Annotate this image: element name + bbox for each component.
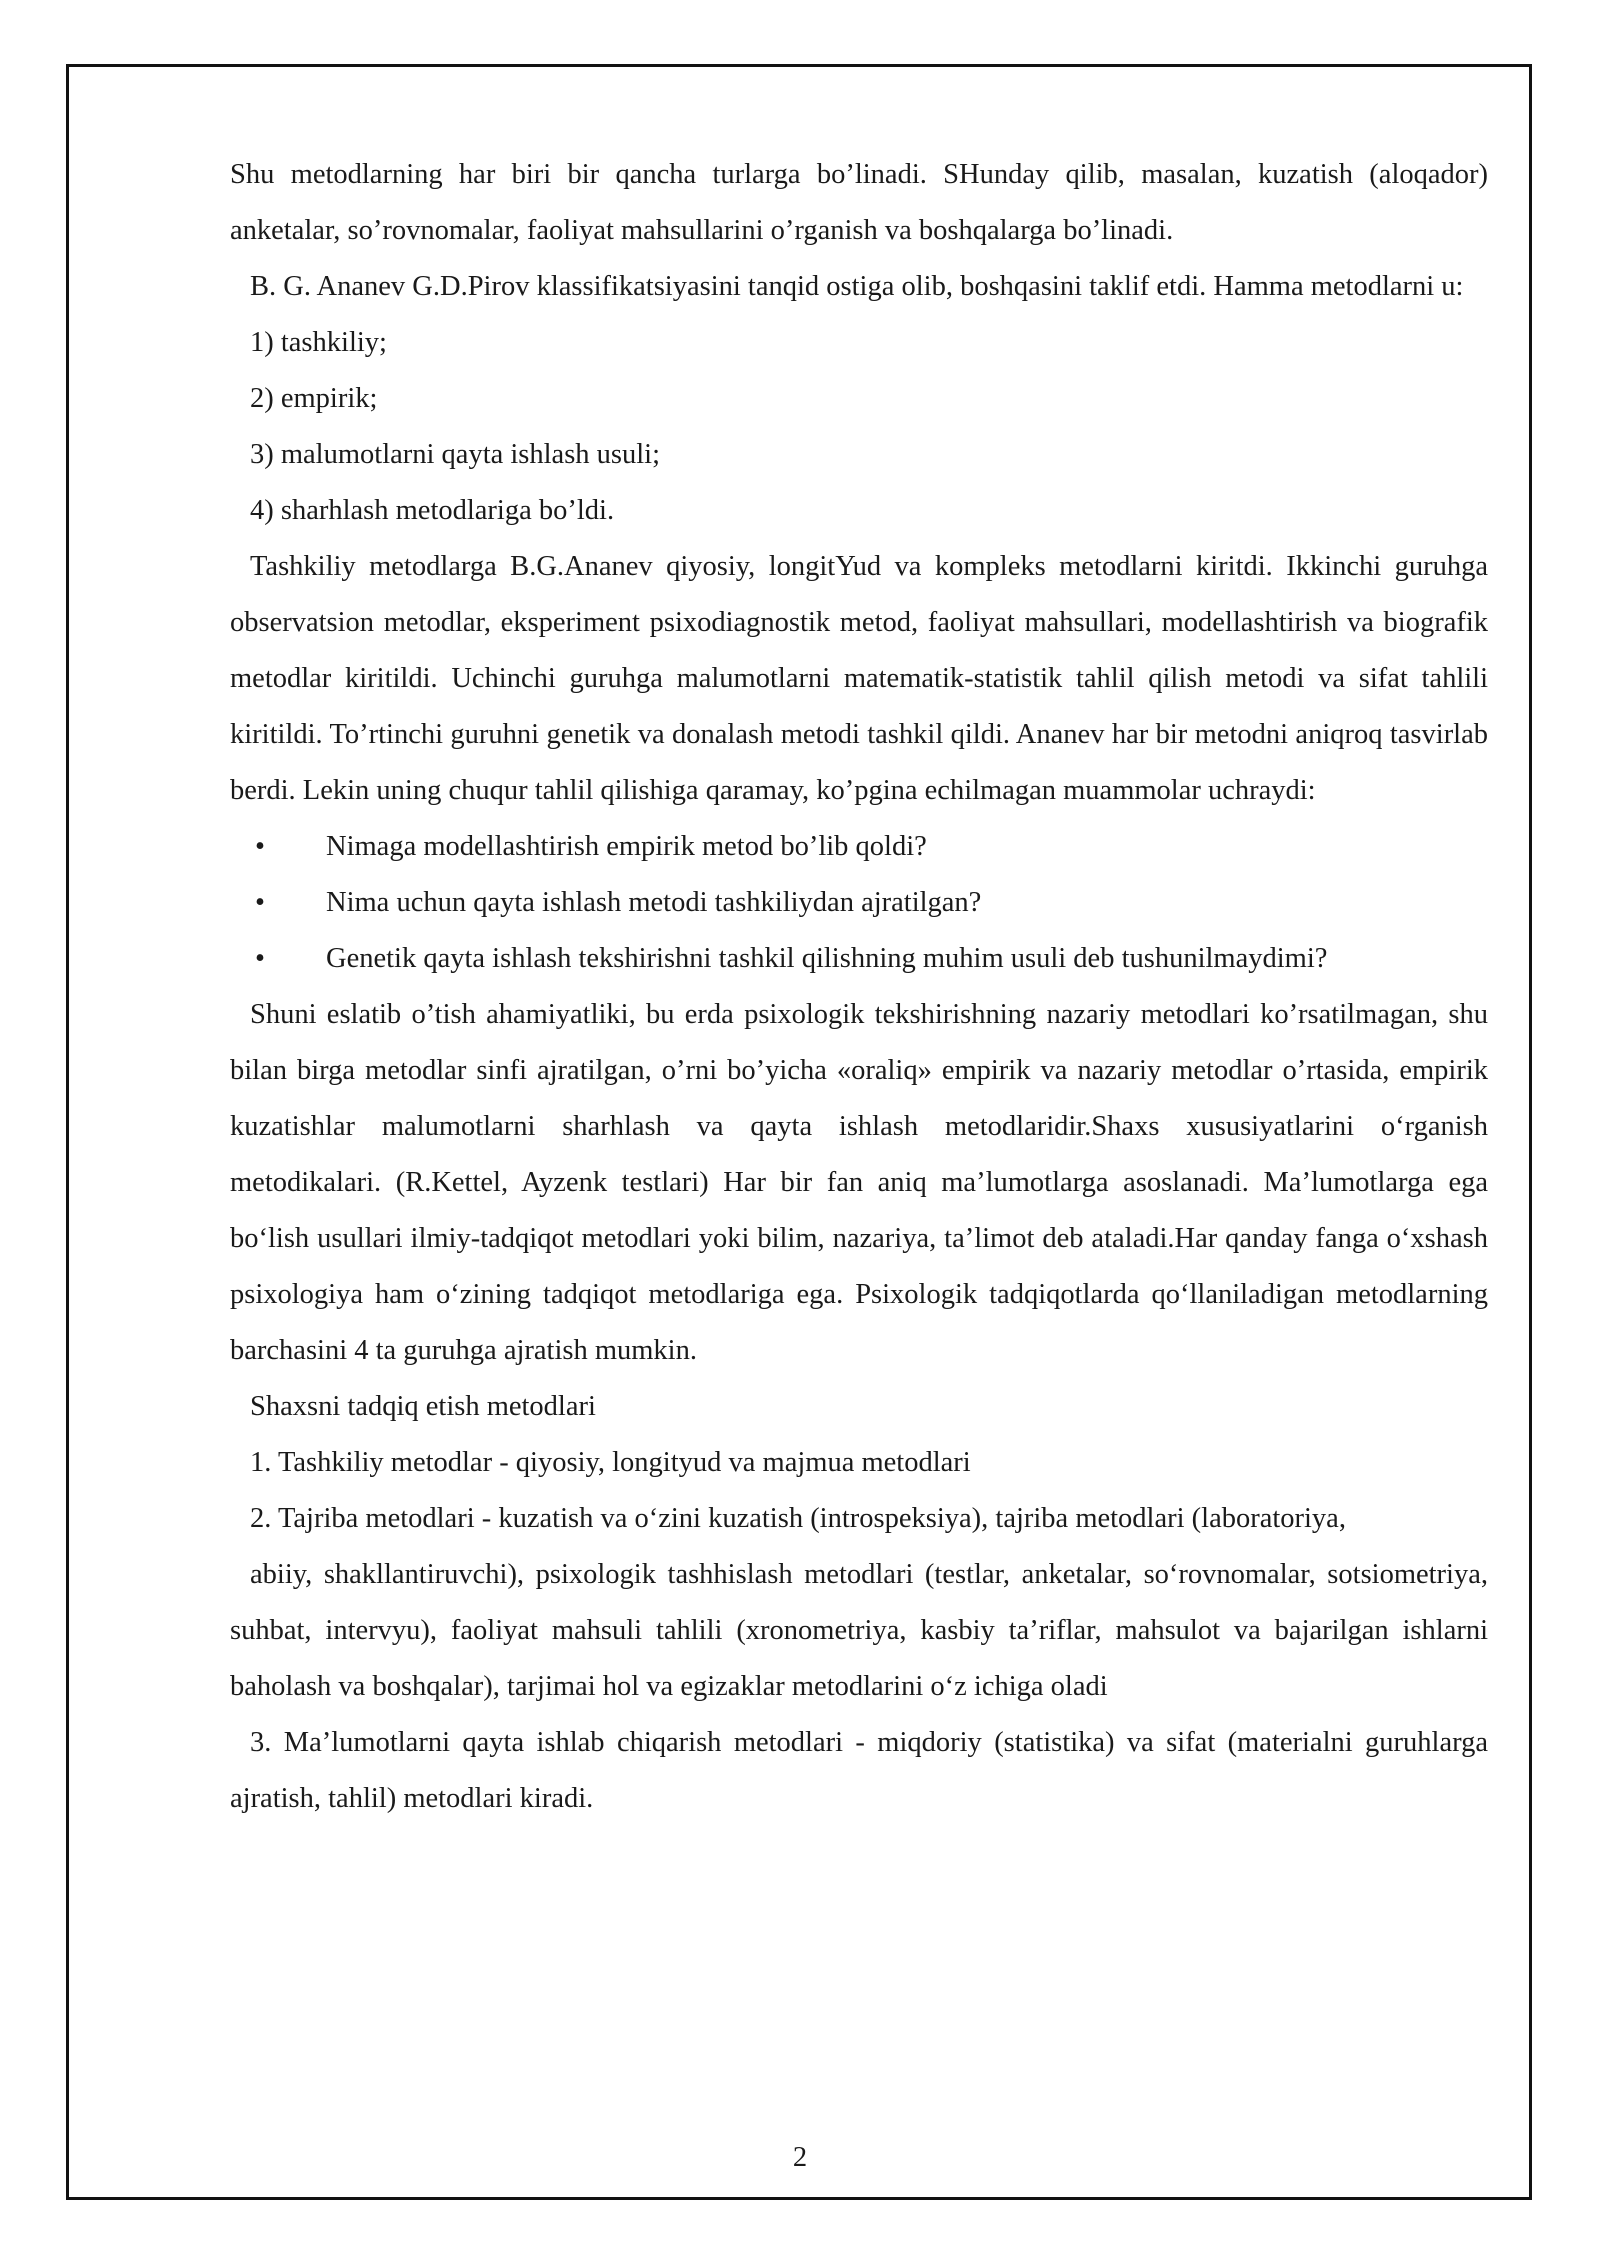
bullet-text: Genetik qayta ishlash tekshirishni tashkil qilishning muhim usuli deb tushunilmaydimi? <box>326 943 1328 974</box>
bullet-marker: • <box>255 887 265 918</box>
document-body <box>230 147 1488 1827</box>
numbered-item: 2. Tajriba metodlari - kuzatish va oʻzini kuzatish (introspeksiya), tajriba metodlari (laboratoriya, <box>250 1503 1346 1534</box>
bullet-marker: • <box>255 831 265 862</box>
bullet-item <box>230 875 1488 931</box>
bullet-marker: • <box>255 943 265 974</box>
numbered-item: 3. Ma’lumotlarni qayta ishlab chiqarish metodlari - miqdoriy (statistika) va sifat (materialni guruhlarga ajratish, tahlil) metodlari kiradi. <box>230 1727 1488 1814</box>
list-item: 3) malumotlarni qayta ishlash usuli; <box>250 439 661 470</box>
section-heading: Shaxsni tadqiq etish metodlari <box>250 1391 596 1422</box>
paragraph: abiiy, shakllantiruvchi), psixologik tashhislash metodlari (testlar, anketalar, soʻrovnomalar, sotsiometriya, suhbat, intervyu), faoliyat mahsuli tahlili (xronometriya, kasbiy ta’riflar, mahsulot va bajarilgan ishlarni baholash va boshqalar), tarjimai hol va egizaklar metodlarini oʻz ichiga oladi <box>230 1559 1488 1702</box>
numbered-item: 1. Tashkiliy metodlar - qiyosiy, longityud va majmua metodlari <box>250 1447 971 1478</box>
list-item: 4) sharhlash metodlariga bo’ldi. <box>250 495 615 526</box>
list-item: 1) tashkiliy; <box>250 327 387 358</box>
bullet-list <box>230 819 1488 987</box>
page-number: 2 <box>792 2142 808 2173</box>
bullet-text: Nimaga modellashtirish empirik metod bo’lib qoldi? <box>326 831 927 862</box>
paragraph: Shu metodlarning har biri bir qancha turlarga bo’linadi. SHunday qilib, masalan, kuzatish (aloqador) anketalar, so’rovnomalar, faoliyat mahsullarini o’rganish va boshqalarga bo’linadi. <box>230 159 1488 246</box>
paragraph: B. G. Ananev G.D.Pirov klassifikatsiyasini tanqid ostiga olib, boshqasini taklif etdi. Hamma metodlarni u: <box>250 271 1464 302</box>
paragraph: Tashkiliy metodlarga B.G.Ananev qiyosiy, longitYud va kompleks metodlarni kiritdi. Ikkinchi guruhga observatsion metodlar, eksperiment psixodiagnostik metod, faoliyat mahsullari, modellashtirish va biografik metodlar kiritildi. Uchinchi guruhga malumotlarni matematik-statistik tahlil qilish metodi va sifat tahlili kiritildi. To’rtinchi guruhni genetik va donalash metodi tashkil qildi. Ananev har bir metodni aniqroq tasvirlab berdi. Lekin uning chuqur tahlil qilishiga qaramay, ko’pgina echilmagan muammolar uchraydi: <box>230 551 1488 806</box>
bullet-text: Nima uchun qayta ishlash metodi tashkiliydan ajratilgan? <box>326 887 982 918</box>
list-item: 2) empirik; <box>250 383 378 414</box>
bullet-item <box>230 819 1488 875</box>
bullet-item <box>230 931 1488 987</box>
paragraph: Shuni eslatib o’tish ahamiyatliki, bu erda psixologik tekshirishning nazariy metodlari ko’rsatilmagan, shu bilan birga metodlar sinfi ajratilgan, o’rni bo’yicha «oraliq» empirik va nazariy metodlar o’rtasida, empirik kuzatishlar malumotlarni sharhlash va qayta ishlash metodlaridir.Shaxs xususiyatlarini oʻrganish metodikalari. (R.Kettel, Ayzenk testlari) Har bir fan aniq ma’lumotlarga asoslanadi. Ma’lumotlarga ega boʻlish usullari ilmiy-tadqiqot metodlari yoki bilim, nazariya, ta’limot deb ataladi.Har qanday fanga oʻxshash psixologiya ham oʻzining tadqiqot metodlariga ega. Psixologik tadqiqotlarda qoʻllaniladigan metodlarning barchasini 4 ta guruhga ajratish mumkin. <box>230 999 1488 1366</box>
